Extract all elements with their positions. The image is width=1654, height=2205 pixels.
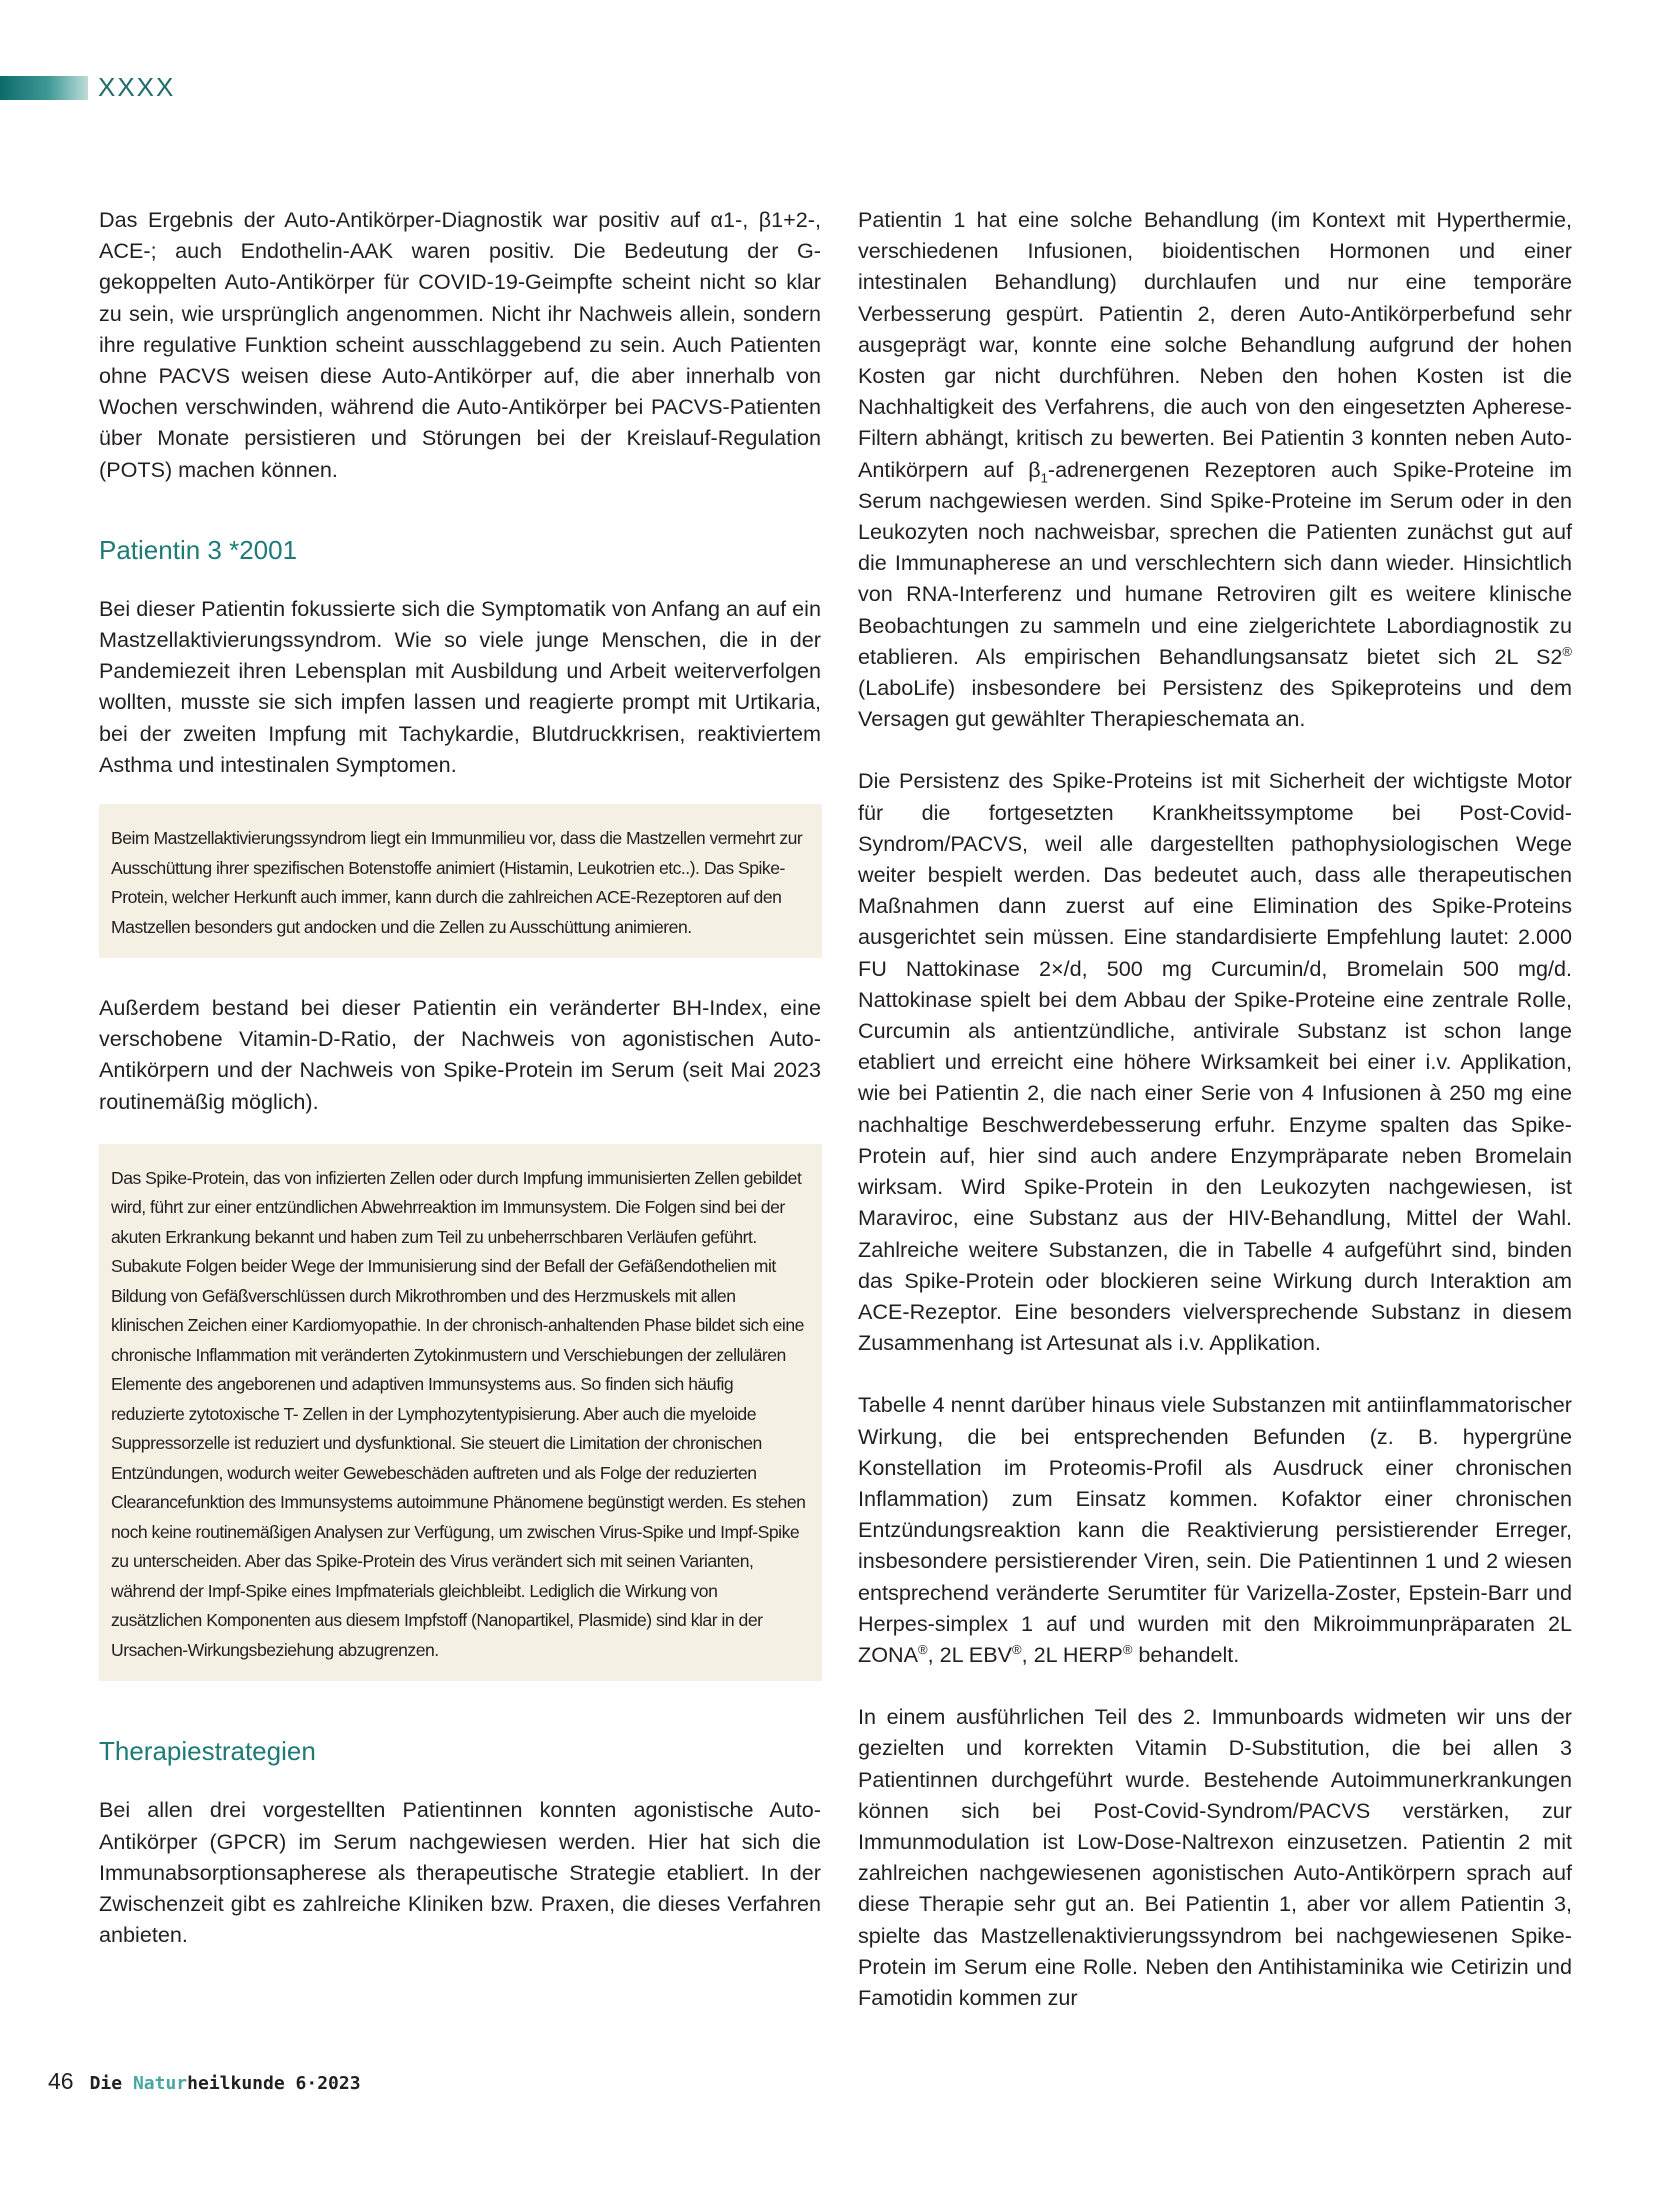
paragraph: In einem ausführlichen Teil des 2. Immunboards widmeten wir uns der gezielten und korrekten Vitamin D-Substitution, die bei allen 3 Patientinnen durchgeführt wurde. Bestehende Autoimmunerkrankungen können sich bei Post-Covid-Syndrom/PACVS verstärken, zur Immunmodulation ist Low-Dose-Naltrexon einzusetzen. Patientin 2 mit zahlreichen nachgewiesenen agonistischen Auto-Antikörpern sprach auf diese Therapie sehr gut an. Bei Patientin 1, aber vor allem Patientin 3, spielte das Mastzellenaktivierungssyndrom bei nachgewiesenen Spike-Protein im Serum eine Rolle. Neben den Antihistaminika wie Cetirizin und Famotidin kommen zur (858, 1704, 1572, 2010)
magazine-issue: 6·2023 (284, 2073, 361, 2094)
section-heading-patientin-3: Patientin 3 *2001 (99, 534, 298, 565)
paragraph: Die Persistenz des Spike-Proteins ist mit Sicherheit der wichtigste Motor für die fortgesetzten Krankheitssymptome bei Post-Covid-Syndrom/PACVS, weil alle dargestellten pathophysiologischen Wege weiter bespielt werden. Das bedeutet auch, dass alle therapeutischen Maßnahmen dann zuerst auf eine Elimination des Spike-Proteins ausgerichtet sein müssen. Eine standardisierte Empfehlung lautet: 2.000 FU Nattokinase 2×/d, 500 mg Curcumin/d, Bromelain 500 mg/d. Nattokinase spielt bei dem Abbau der Spike-Proteine eine zentrale Rolle, Curcumin als antientzündliche, antivirale Substanz ist schon lange etabliert und erreicht eine höhere Wirksamkeit bei einer i.v. Applikation, wie bei Patientin 2, die nach einer Serie von 4 Infusionen à 250 mg eine nachhaltige Beschwerdebesserung erfuhr. Enzyme spalten das Spike-Protein auf, hier sind auch andere Enzympräparate neben Bromelain wirksam. Wird Spike-Protein in den Leukozyten nachgewiesen, ist Maraviroc, eine Substanz aus der HIV-Behandlung, Mittel der Wahl. Zahlreiche weitere Substanzen, die in Tabelle 4 aufgeführt sind, binden das Spike-Protein oder blockieren seine Wirkung durch Interaktion am ACE-Rezeptor. Eine besonders vielversprechende Substanz in diesem Zusammenhang ist Artesunat als i.v. Applikation. (858, 768, 1572, 1356)
paragraph (858, 1389, 1572, 1670)
paragraph: Bei allen drei vorgestellten Patientinnen konnten agonistische Auto-Antikörper (GPCR) im Serum nachgewiesen werden. Hier hat sich die Immunabsorptionsapherese als therapeutische Strategie etabliert. In der Zwischenzeit gibt es zahlreiche Kliniken bzw. Praxen, die dieses Verfahren anbieten. (99, 1797, 821, 1948)
info-box-text: Das Spike-Protein, das von infizierten Zellen oder durch Impfung immunisierten Zellen gebildet wird, führt zur einer entzündlichen Abwehrreaktion im Immunsystem. Die Folgen sind bei der akuten Erkrankung bekannt und haben zum Teil zu unbeherrschbaren Verläufen geführt. Subakute Folgen beider Wege der Immunisierung sind der Befall der Gefäßendothelien mit Bildung von Gefäßverschlüssen durch Mikrothromben und des Herzmuskels mit allen klinischen Zeichen einer Kardiomyopathie. In der chronisch-anhaltenden Phase bildet sich eine chronische Inflammation mit veränderten Zytokinmustern und Verschiebungen der zellulären Elemente des angeborenen und adaptiven Immunsystems aus. So finden sich häufig reduzierte zytotoxische T- Zellen in der Lymphozytentypisierung. Aber auch die myeloide Suppressorzelle ist reduziert und dysfunktional. Sie steuert die Limitation der chronischen Entzündungen, wodurch weiter Gewebeschäden auftreten und als Folge der reduzierten Clearancefunktion des Immunsystems autoimmune Phänomene begünstigt werden. Es stehen noch keine routinemäßigen Analysen zur Verfügung, um zwischen Virus-Spike und Impf-Spike zu unterscheiden. Aber das Spike-Protein des Virus verändert sich mit seinen Varianten, während der Impf-Spike eines Impfmaterials gleichbleibt. Lediglich die Wirkung von zusätzlichen Komponenten aus diesem Impfstoff (Nanopartikel, Plasmide) sind klar in der Ursachen-Wirkungsbeziehung abzugrenzen. (111, 1167, 806, 1660)
paragraph: Das Ergebnis der Auto-Antikörper-Diagnostik war positiv auf α1-, β1+2-, ACE-; auch Endothelin-AAK waren positiv. Die Bedeutung der G-gekoppelten Auto-Antikörper für COVID-19-Geimpfte scheint nicht so klar zu sein, wie ursprünglich angenommen. Nicht ihr Nachweis allein, sondern ihre regulative Funktion scheint ausschlaggebend zu sein. Auch Patienten ohne PACVS weisen diese Auto-Antikörper auf, die aber innerhalb von Wochen verschwinden, während die Auto-Antikörper bei PACVS-Patienten über Monate persistieren und Störungen bei der Kreislauf-Regulation (POTS) machen können. (99, 207, 821, 482)
info-box-text: Beim Mastzellaktivierungssyndrom liegt ein Immunmilieu vor, dass die Mastzellen vermehrt zur Ausschüttung ihrer spezifischen Botenstoffe animiert (Histamin, Leukotrien etc..). Das Spike-Protein, welcher Herkunft auch immer, kann durch die zahlreichen ACE-Rezeptoren auf den Mastzellen besonders gut andocken und die Zellen zu Ausschüttung animieren. (111, 828, 803, 937)
text-run: , 2L EBV (927, 1641, 1013, 1667)
registered-mark: ® (1122, 1641, 1133, 1657)
magazine-title-heilkunde: heilkunde (187, 2073, 285, 2094)
magazine-title-die: Die (89, 2073, 133, 2094)
registered-mark: ® (917, 1641, 928, 1657)
info-box (99, 1144, 822, 1682)
text-run: -adrenergenen Rezeptoren auch Spike-Proteine im Serum nachgewiesen werden. Sind Spike-Proteine im Serum oder in den Leukozyten noch nachweisbar, sprechen die Patienten zunächst gut auf die Immunapherese an und verschlechtern sich dann wieder. Hinsichtlich von RNA-Interferenz und humane Retroviren gilt es weitere klinische Beobachtungen zu sammeln und eine zielgerichtete Labordiagnostik zu etablieren. Als empirischen Behandlungsansatz bietet sich 2L S2 (858, 456, 1572, 669)
text-run: (LaboLife) insbesondere bei Persistenz des Spikeproteins und dem Versagen gut gewählter Therapieschemata an. (858, 675, 1572, 732)
magazine-title-natur: Natur (132, 2073, 188, 2094)
section-label: XXXX (98, 72, 176, 102)
text-run: behandelt. (1132, 1641, 1240, 1667)
header-accent-bar (0, 76, 88, 100)
text-run: , 2L HERP (1021, 1641, 1123, 1667)
paragraph: Außerdem bestand bei dieser Patientin ein veränderter BH-Index, eine verschobene Vitamin-D-Ratio, der Nachweis von agonistischen Auto-Antikörpern und der Nachweis von Spike-Protein im Serum (seit Mai 2023 routinemäßig möglich). (99, 995, 821, 1114)
text-run: Patientin 1 hat eine solche Behandlung (im Kontext mit Hyperthermie, verschiedenen Infusionen, bioidentischen Hormonen und einer intestinalen Behandlung) durchlaufen und nur eine temporäre Verbesserung gespürt. Patientin 2, deren Auto-Antikörperbefund sehr ausgeprägt war, konnte eine solche Behandlung aufgrund der hohen Kosten gar nicht durchführen. Neben den hohen Kosten ist die Nachhaltigkeit des Verfahrens, die auch von den eingesetzten Apherese-Filtern abhängt, kritisch zu bewerten. Bei Patientin 3 konnten neben Auto-Antikörpern auf β (858, 207, 1572, 482)
paragraph: Bei dieser Patientin fokussierte sich die Symptomatik von Anfang an auf ein Mastzellaktivierungssyndrom. Wie so viele junge Menschen, die in der Pandemiezeit ihren Lebensplan mit Ausbildung und Arbeit weiterverfolgen wollten, musste sie sich impfen lassen und reagierte prompt mit Urtikaria, bei der zweiten Impfung mit Tachykardie, Blutdruckkrisen, reaktiviertem Asthma und intestinalen Symptomen. (99, 595, 821, 777)
right-column (858, 204, 1572, 2013)
registered-mark: ® (1562, 643, 1572, 659)
info-box (99, 804, 822, 958)
paragraph (858, 204, 1572, 734)
page-footer (48, 2068, 361, 2095)
page-number: 46 (48, 2068, 74, 2094)
section-heading-therapiestrategien: Therapiestrategien (99, 1736, 316, 1767)
subscript: 1 (1040, 469, 1048, 485)
magazine-title (90, 2073, 361, 2094)
text-run: Tabelle 4 nennt darüber hinaus viele Substanzen mit antiinflammatorischer Wirkung, die bei entsprechenden Befunden (z. B. hypergrüne Konstellation im Proteomis-Profil als Ausdruck einer chronischen Inflammation) zum Einsatz kommen. Kofaktor einer chronischen Entzündungsreaktion kann die Reaktivierung persistierender Erreger, insbesondere persistierender Viren, sein. Die Patientinnen 1 und 2 wiesen entsprechend veränderte Serumtiter für Varizella-Zoster, Epstein-Barr und Herpes-simplex 1 auf und wurden mit den Mikroimmunpräparaten 2L ZONA (858, 1392, 1572, 1667)
registered-mark: ® (1012, 1641, 1022, 1657)
left-column (99, 204, 821, 1950)
